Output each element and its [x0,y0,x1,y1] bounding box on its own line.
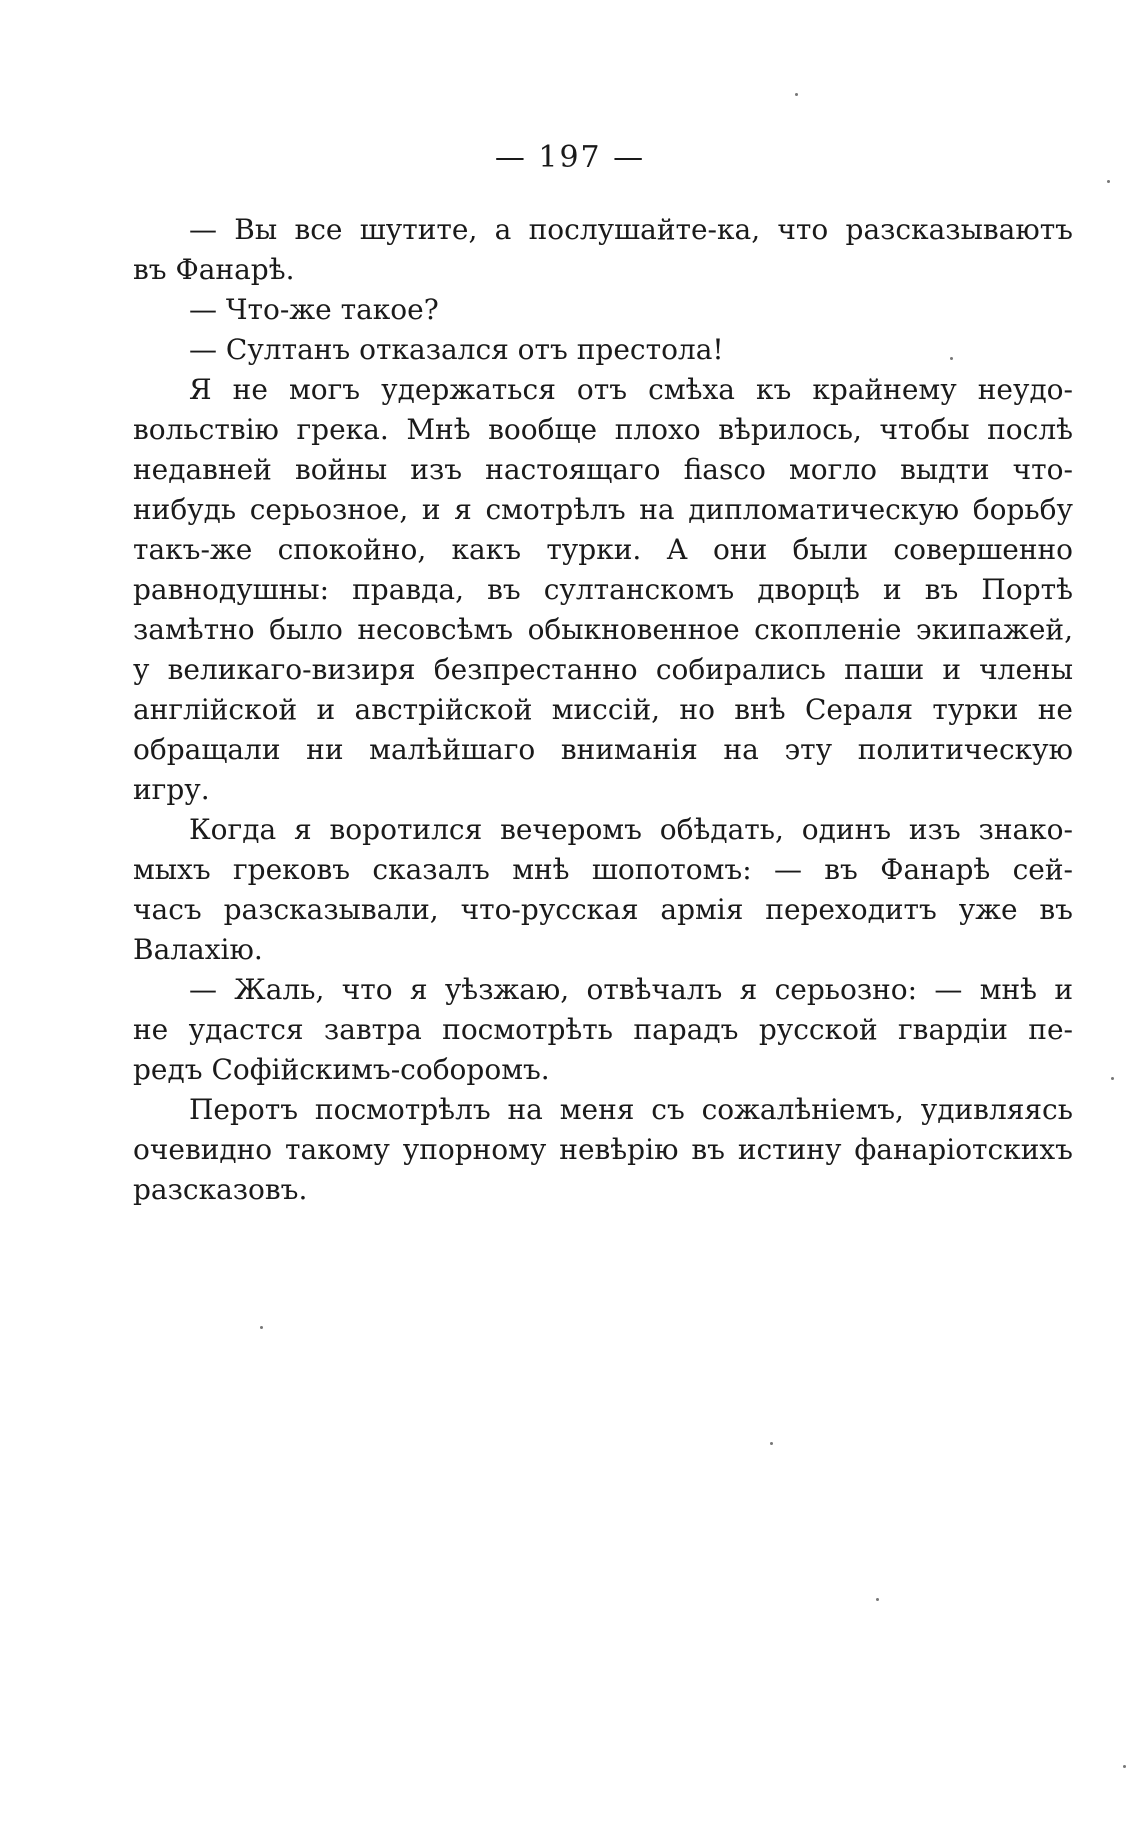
text-line: обращали ни малѣйшаго вниманія на эту политическую [133,733,1073,766]
text-line: не удастся завтра посмотрѣть парадъ русской гвардіи пе- [133,1013,1073,1046]
text-line: разсказовъ. [133,1173,308,1206]
text-line: Я не могъ удержаться отъ смѣха къ крайнему неудо- [189,373,1073,406]
text-line: — Вы все шутите, а послушайте-ка, что разсказываютъ [189,213,1073,246]
text-line: часъ разсказывали, что-русская армія переходитъ уже въ [133,893,1073,926]
text-line: Когда я воротился вечеромъ обѣдать, одинъ изъ знако- [189,813,1073,846]
text-line: такъ-же спокойно, какъ турки. А они были совершенно [133,533,1073,566]
text-line: игру. [133,773,210,806]
text-line: вольствію грека. Мнѣ вообще плохо вѣрилось, чтобы послѣ [133,413,1073,446]
scan-speck [770,1442,773,1445]
paragraph [133,330,1073,370]
paragraph [133,370,1073,810]
text-line: у великаго-визиря безпрестанно собирались паши и члены [133,653,1073,686]
text-line: равнодушны: правда, въ султанскомъ дворцѣ и въ Портѣ [133,573,1073,606]
text-line: — Что-же такое? [189,293,439,326]
text-line: Перотъ посмотрѣлъ на меня съ сожалѣніемъ, удивляясь [189,1093,1073,1126]
text-line: замѣтно было несовсѣмъ обыкновенное скопленіе экипажей, [133,613,1073,646]
text-line: мыхъ грековъ сказалъ мнѣ шопотомъ: — въ Фанарѣ сей- [133,853,1073,886]
scan-speck [1111,1077,1114,1080]
text-line: англійской и австрійской миссій, но внѣ Сераля турки не [133,693,1073,726]
text-line: нибудь серьозное, и я смотрѣлъ на дипломатическую борьбу [133,493,1073,526]
paragraph [133,810,1073,970]
text-line: недавней войны изъ настоящаго fiasco могло выдти что- [133,453,1073,486]
page-number: — 197 — [494,140,646,175]
paragraph [133,210,1073,290]
scan-speck [1123,1765,1126,1768]
paragraph [133,1090,1073,1210]
scan-speck [795,93,798,96]
text-line: — Жаль, что я уѣзжаю, отвѣчалъ я серьозно: — мнѣ и [189,973,1073,1006]
scan-speck [260,1326,263,1329]
paragraph [133,970,1073,1090]
paragraph [133,290,1073,330]
scan-speck [950,357,953,360]
scan-speck [1107,180,1110,183]
scan-speck [876,1598,879,1601]
text-line: редъ Софійскимъ-соборомъ. [133,1053,550,1086]
text-line: въ Фанарѣ. [133,253,295,286]
body-text [133,210,1073,1210]
text-line: Валахію. [133,933,263,966]
text-line: — Султанъ отказался отъ престола! [189,333,724,366]
text-line: очевидно такому упорному невѣрію въ истину фанаріотскихъ [133,1133,1073,1166]
